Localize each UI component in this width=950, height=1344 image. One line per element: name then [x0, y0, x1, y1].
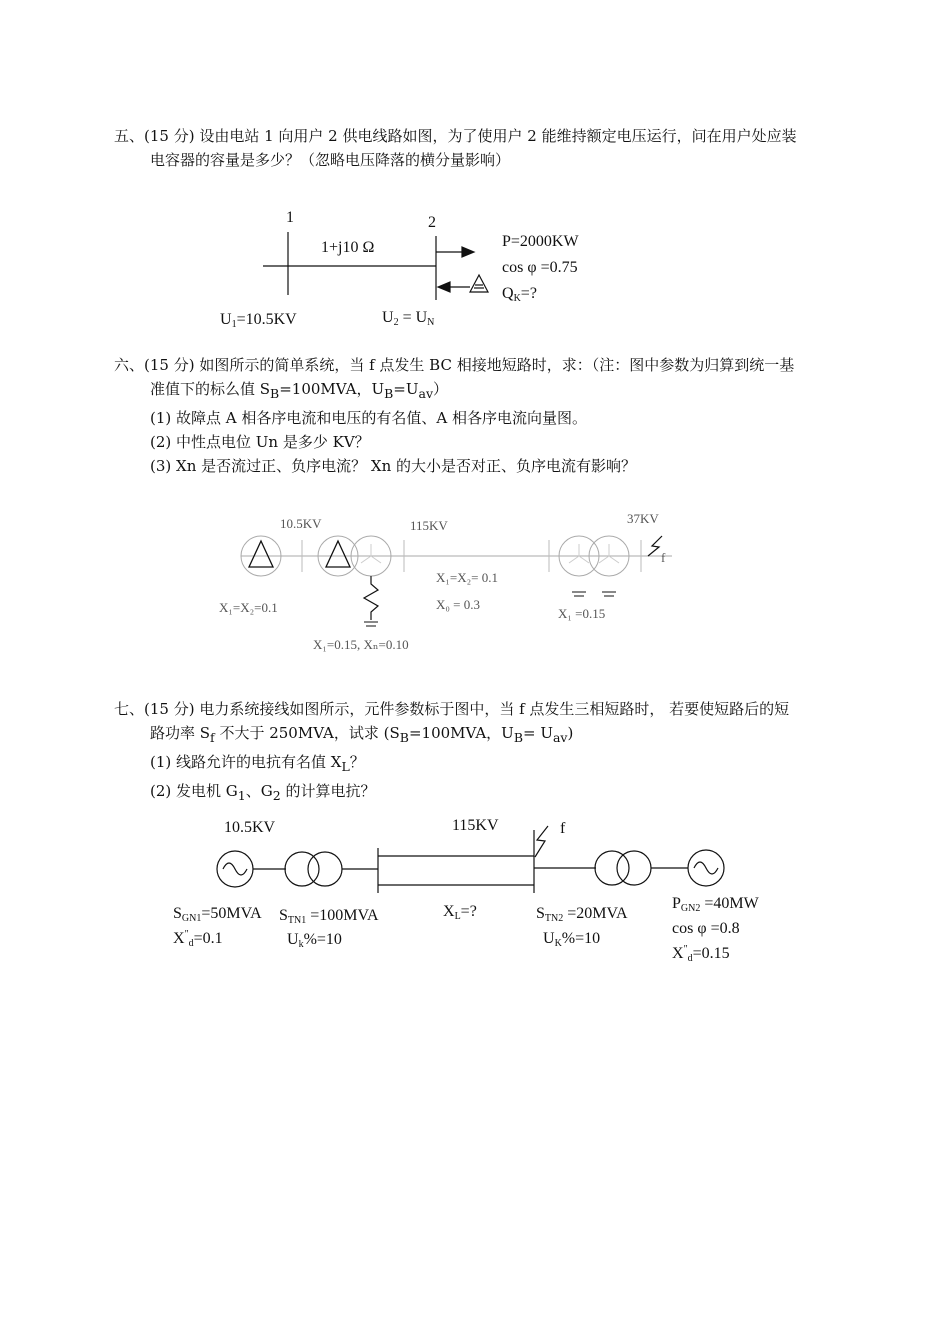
q7-diagram	[217, 826, 724, 893]
q7-g1-s: SGN1=50MVA	[173, 905, 262, 924]
q5-cap-arrowhead	[438, 282, 450, 292]
q6-line-x0: X₀ = 0.3	[436, 597, 481, 612]
q5-line1: 五、(15 分) 设由电站 1 向用户 2 供电线路如图，为了使用户 2 能维持额定电压运行，问在用户处应装	[114, 127, 797, 145]
q7-v2: 115KV	[452, 817, 499, 834]
q6-item3: (3) Xn 是否流过正、负序电流？ Xn 的大小是否对正、负序电流有影响？	[150, 457, 637, 475]
q6-t2-x: X₁ =0.15	[558, 606, 606, 621]
q7-fault-label: f	[560, 820, 566, 837]
q6-line-x: X₁=X₂= 0.1	[436, 570, 499, 585]
q7-item2: (2) 发电机 $G_1$、$G_2$ 的计算电抗？	[150, 782, 376, 803]
transformer-t2-icon	[595, 851, 629, 885]
q6-gen-x: X₁=X₂=0.1	[219, 600, 278, 615]
q7-t1-u: Uk%=10	[287, 931, 342, 950]
q6-item1: (1) 故障点 A 相各序电流和电压的有名值、A 相各序电流向量图。	[150, 409, 587, 427]
q7-g1-x: $X^"_d=0.1$	[173, 929, 223, 949]
q5-line2: 电容器的容量是多少？（忽略电压降落的横分量影响）	[150, 151, 511, 169]
q5-load-arrowhead	[462, 247, 474, 257]
q6-v1: 10.5KV	[280, 516, 322, 531]
grounding-reactor-icon	[364, 576, 378, 620]
q7-item1: (1) 线路允许的电抗有名值 $X_L$？	[150, 753, 365, 774]
q5-diagram	[263, 232, 488, 300]
q7-v1: 10.5KV	[224, 819, 276, 836]
q7-g2-cos: cos φ =0.8	[672, 920, 740, 937]
q7-line1: 七、(15 分) 电力系统接线如图所示，元件参数标于图中，当 f 点发生三相短路时， 若要使短路后的短	[114, 700, 790, 718]
capacitor-icon	[470, 275, 488, 292]
q5-labels	[220, 209, 579, 330]
q5-impedance: 1+j10 Ω	[321, 239, 375, 256]
q6-fault-label: f	[661, 550, 666, 565]
q6-line1: 六、(15 分) 如图所示的简单系统，当 f 点发生 BC 相接地短路时，求：（注：图中参数为归算到统一基	[114, 356, 795, 374]
q6-item2: (2) 中性点电位 Un 是多少 KV？	[150, 433, 370, 451]
q6-v3: 37KV	[627, 511, 659, 526]
fault-icon	[648, 536, 662, 556]
q7-xl: XL=?	[443, 903, 477, 922]
q5-u2: U2 = UN	[382, 309, 435, 328]
q7-line2: 路功率 $S_f$ 不大于 250MVA，试求 ($S_B=100MVA$，$U_B= U_{av}$)	[150, 724, 574, 745]
transformer-t1-icon	[285, 852, 319, 886]
q5-u1: U1=10.5KV	[220, 311, 297, 330]
q7-t2-u: UK%=10	[543, 930, 601, 949]
q6-t1-x: X₁=0.15, Xₙ=0.10	[313, 637, 409, 652]
q5-cos: cos φ =0.75	[502, 259, 578, 276]
q7-labels	[173, 817, 760, 964]
q7-t2-s: STN2 =20MVA	[536, 905, 628, 924]
q7-g2-x: $X^"_d=0.15$	[672, 944, 730, 964]
q5-node-2: 2	[428, 214, 436, 231]
q6-line2: 准值下的标么值 $S_B=100MVA$，$U_B=U_{av}$）	[150, 380, 449, 401]
q5-node-1: 1	[286, 209, 294, 226]
fault-icon-2	[535, 826, 548, 857]
q6-labels	[219, 511, 666, 652]
q5-power: P=2000KW	[502, 233, 579, 250]
q6-v2: 115KV	[410, 518, 448, 533]
q7-t1-s: STN1 =100MVA	[279, 907, 379, 926]
q7-g2-p: PGN2 =40MW	[672, 895, 759, 914]
q5-qk: QK=?	[502, 285, 537, 304]
